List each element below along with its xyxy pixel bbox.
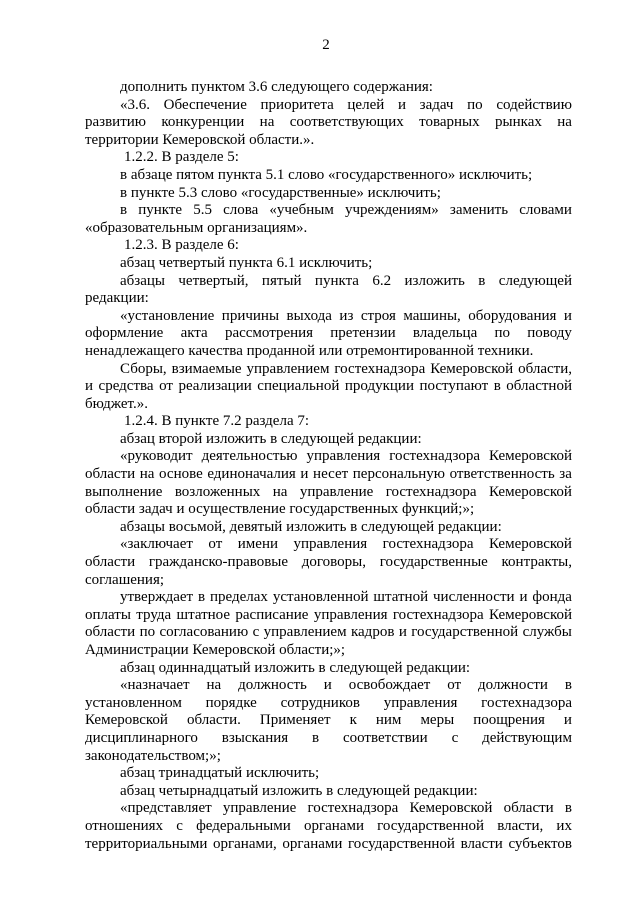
text-line: в пункте 5.5 слова «учебным учреждениям» заменить словами: [120, 202, 572, 219]
text-line: абзац тринадцатый исключить;: [120, 765, 320, 782]
text-line: оплаты труда штатное расписание управления гостехнадзора Кемеровской: [85, 606, 572, 623]
text-line: законодательством;»;: [85, 747, 221, 764]
text-line: абзац одиннадцатый изложить в следующей редакции:: [120, 659, 471, 676]
page-number: 2: [322, 37, 330, 53]
text-line: утверждает в пределах установленной штатной численности и фонда: [120, 589, 572, 606]
text-line: дисциплинарного взыскания в соответствии с действующим: [85, 729, 572, 746]
text-line: «назначает на должность и освобождает от должности в: [120, 677, 572, 694]
text-line: Сборы, взимаемые управлением гостехнадзора Кемеровской области,: [120, 360, 572, 377]
text-line: «образовательным организациям».: [85, 219, 308, 236]
text-line: бюджет.».: [85, 395, 148, 412]
text-line: «3.6. Обеспечение приоритета целей и задач по содействию: [120, 96, 572, 113]
text-line: области на основе единоначалия и несет персональную ответственность за: [85, 466, 572, 483]
text-line: Кемеровской области. Применяет к ним меры поощрения и: [85, 712, 572, 729]
text-line: абзацы восьмой, девятый изложить в следующей редакции:: [120, 518, 502, 535]
text-line: абзац четырнадцатый изложить в следующей редакции:: [120, 782, 478, 799]
document-body: [85, 79, 572, 853]
text-line: оформление акта рассмотрения претензии владельца по поводу: [85, 325, 572, 342]
text-line: ненадлежащего качества проданной или отремонтированной техники.: [85, 342, 534, 359]
text-line: абзац четвертый пункта 6.1 исключить;: [120, 254, 373, 271]
text-line: выполнение возложенных на управление гостехнадзора Кемеровской: [85, 483, 572, 500]
text-line: «представляет управление гостехнадзора Кемеровской области в: [120, 800, 572, 817]
text-line: «установление причины выхода из строя машины, оборудования и: [120, 307, 572, 324]
section-heading: 1.2.4. В пункте 7.2 раздела 7:: [124, 413, 310, 430]
text-line: «заключает от имени управления гостехнадзора Кемеровской: [120, 536, 572, 553]
text-line: и средства от реализации специальной продукции поступают в областной: [85, 378, 572, 395]
text-line: в пункте 5.3 слово «государственные» исключить;: [120, 184, 441, 201]
text-line: редакции:: [85, 290, 149, 307]
text-line: области гражданско-правовые договоры, государственные контракты,: [85, 554, 572, 571]
text-line: развитию конкуренции на соответствующих товарных рынках на: [85, 114, 572, 131]
text-line: установленном порядке сотрудников управления гостехнадзора: [85, 694, 572, 711]
text-line: области по согласованию с управлением кадров и государственной службы: [85, 624, 572, 641]
text-line: территории Кемеровской области.».: [85, 131, 315, 148]
text-line: области задач и осуществление государственных функций;»;: [85, 501, 475, 518]
text-line: Администрации Кемеровской области;»;: [85, 642, 346, 658]
text-line: территориальными органами, органами государственной власти субъектов: [85, 835, 572, 852]
text-line: в абзаце пятом пункта 5.1 слово «государственного» исключить;: [120, 166, 533, 183]
text-line: соглашения;: [85, 571, 165, 588]
text-line: абзацы четвертый, пятый пункта 6.2 изложить в следующей: [120, 272, 572, 289]
section-heading: 1.2.2. В разделе 5:: [124, 149, 239, 166]
text-line: дополнить пунктом 3.6 следующего содержания:: [120, 79, 433, 95]
text-line: «руководит деятельностью управления гостехнадзора Кемеровской: [120, 448, 572, 465]
text-line: абзац второй изложить в следующей редакции:: [120, 430, 422, 447]
text-line: отношениях с федеральными органами государственной власти, их: [85, 817, 572, 834]
section-heading: 1.2.3. В разделе 6:: [124, 237, 239, 254]
